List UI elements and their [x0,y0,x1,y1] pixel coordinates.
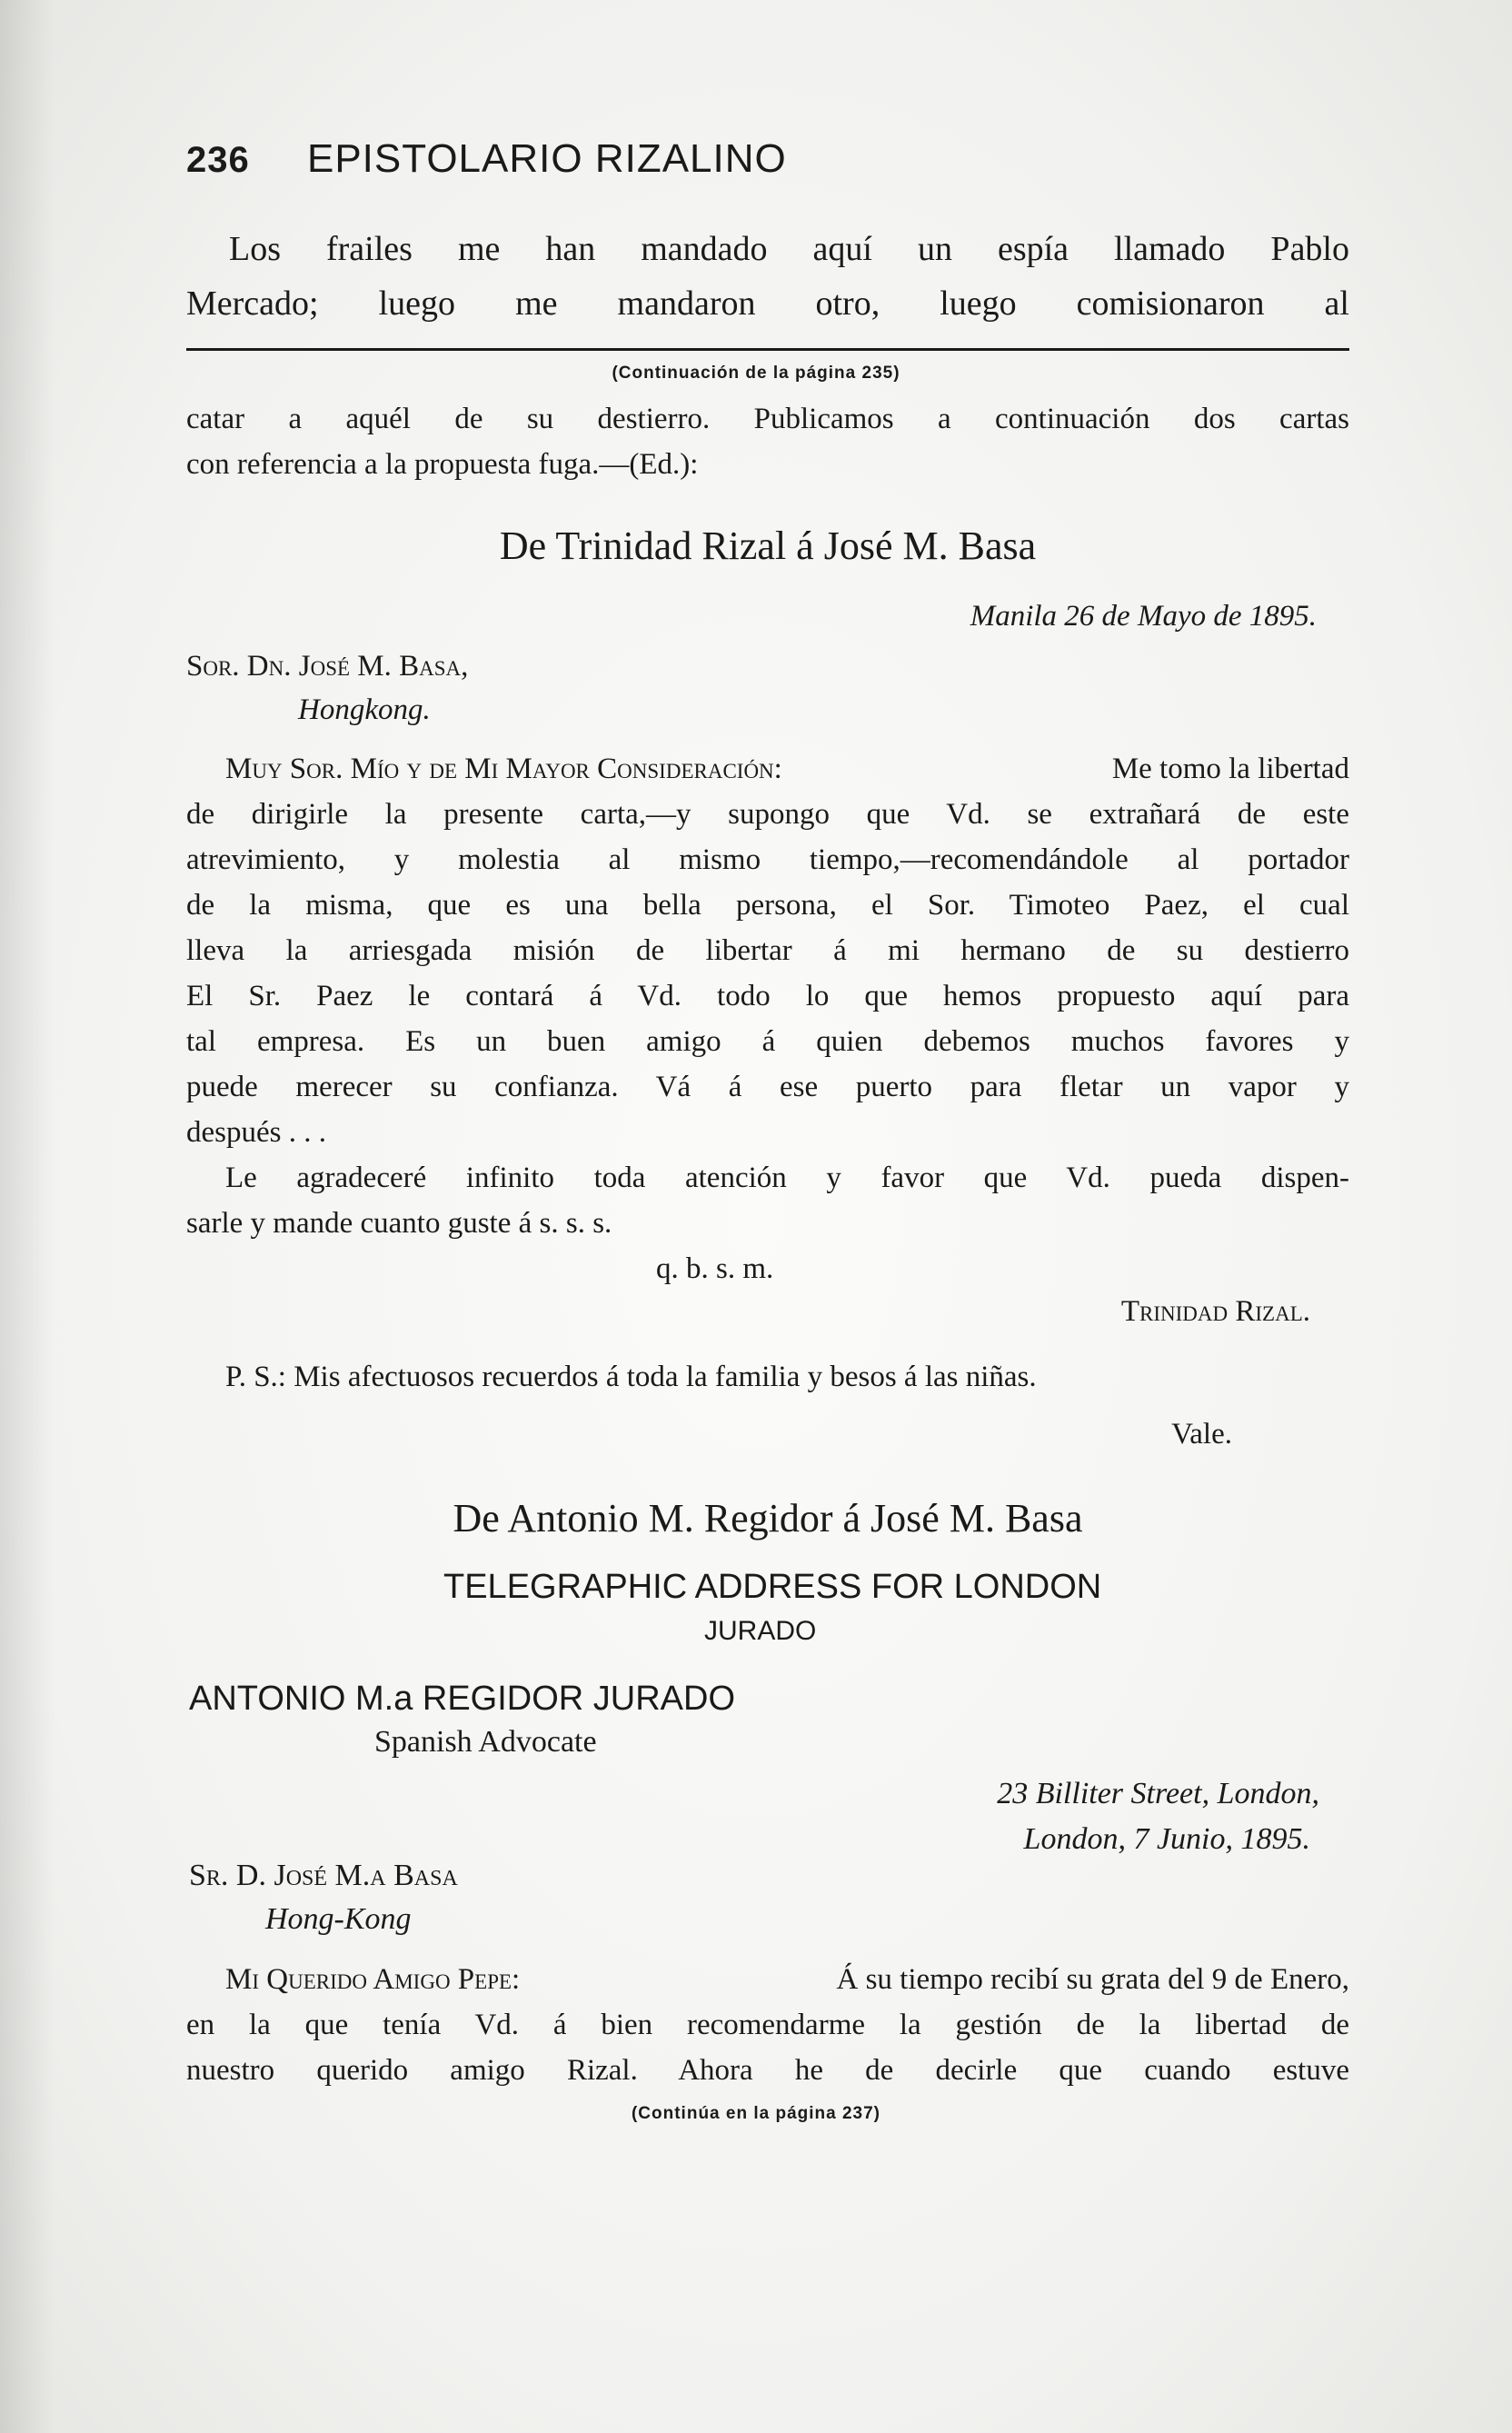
letter2-sender-name: ANTONIO M.a REGIDOR JURADO [189,1680,736,1718]
top-text-line-1: Los frailes me han mandado aquí un espía llamado Pablo [229,230,1349,268]
intro-note-line-1: catar a aquél de su destierro. Publicamos a continuación dos cartas [186,403,1349,435]
letter2-body-line-1: en la que tenía Vd. á bien recomendarme la gestión de la libertad de [186,2009,1349,2041]
running-title: EPISTOLARIO RIZALINO [306,136,787,181]
letter2-letterhead-line-2: JURADO [704,1616,817,1646]
letter2-salutation: Mi Querido Amigo Pepe: [225,1963,521,1996]
letter1-body-line-3: de la misma, que es una bella persona, el Sor. Timoteo Paez, el cual [186,889,1349,922]
letter1-signature: Trinidad Rizal. [1120,1295,1310,1328]
letter1-body-line-1: de dirigirle la presente carta,—y supongo que Vd. se extrañará de este [186,798,1349,831]
letter2-address: 23 Billiter Street, London, [997,1777,1319,1810]
letter1-body-line-7: puede merecer su confianza. Vá á ese puerto para fletar un vapor y [186,1071,1349,1103]
letter1-closing-line-1: Le agradeceré infinito toda atención y favor que Vd. pueda dispen- [225,1162,1349,1194]
letter1-body-line-8: después . . . [186,1116,326,1149]
letter1-heading: De Trinidad Rizal á José M. Basa [499,523,1037,568]
letter1-body-line-2: atrevimiento, y molestia al mismo tiempo,—recomendándole al portador [186,843,1349,876]
intro-note-line-2: con referencia a la propuesta fuga.—(Ed.): [186,448,699,481]
continuation-to-note: (Continúa en la página 237) [631,2104,881,2123]
letter1-addressee-name: Sor. Dn. José M. Basa, [186,650,469,683]
letter1-addressee-place: Hongkong. [298,693,431,726]
letter1-place-date: Manila 26 de Mayo de 1895. [970,600,1317,633]
letter2-body-line-0: Á su tiempo recibí su grata del 9 de Enero, [836,1963,1349,1996]
letter2-addressee-place: Hong-Kong [265,1902,412,1936]
letter1-line-1 [225,753,1349,786]
letter1-postscript: P. S.: Mis afectuosos recuerdos á toda la familia y besos á las niñas. [225,1361,1037,1393]
letter1-body-line-4: lleva la arriesgada misión de libertar á mi hermano de su destierro [186,934,1349,967]
letter2-letterhead-line-1: TELEGRAPHIC ADDRESS FOR LONDON [443,1568,1102,1606]
letter1-vale: Vale. [1171,1418,1232,1451]
letter2-addressee-name: Sr. D. José M.a Basa [189,1859,458,1892]
letter1-body-line-6: tal empresa. Es un buen amigo á quien debemos muchos favores y [186,1025,1349,1058]
letter1-salutation: Muy Sor. Mío y de Mi Mayor Consideración: [225,753,782,785]
divider-rule [186,348,1349,351]
top-text-line-2: Mercado; luego me mandaron otro, luego comisionaron al [186,284,1349,323]
letter1-body-line-0: Me tomo la libertad [1111,753,1349,785]
continuation-from-note: (Continuación de la página 235) [612,364,900,383]
letter2-line-1 [225,1963,1349,1997]
letter1-body-line-5: El Sr. Paez le contará á Vd. todo lo que hemos propuesto aquí para [186,980,1349,1012]
letter2-sender-title: Spanish Advocate [374,1725,597,1759]
running-head [186,136,1349,182]
letter2-date: London, 7 Junio, 1895. [1023,1822,1310,1856]
letter1-closing-line-2: sarle y mande cuanto guste á s. s. s. [186,1207,612,1240]
letter2-body-line-2: nuestro querido amigo Rizal. Ahora he de decirle que cuando estuve [186,2054,1349,2087]
letter1-closing-abbrev: q. b. s. m. [656,1252,774,1285]
letter2-heading: De Antonio M. Regidor á José M. Basa [453,1496,1083,1541]
page-number: 236 [186,140,250,180]
